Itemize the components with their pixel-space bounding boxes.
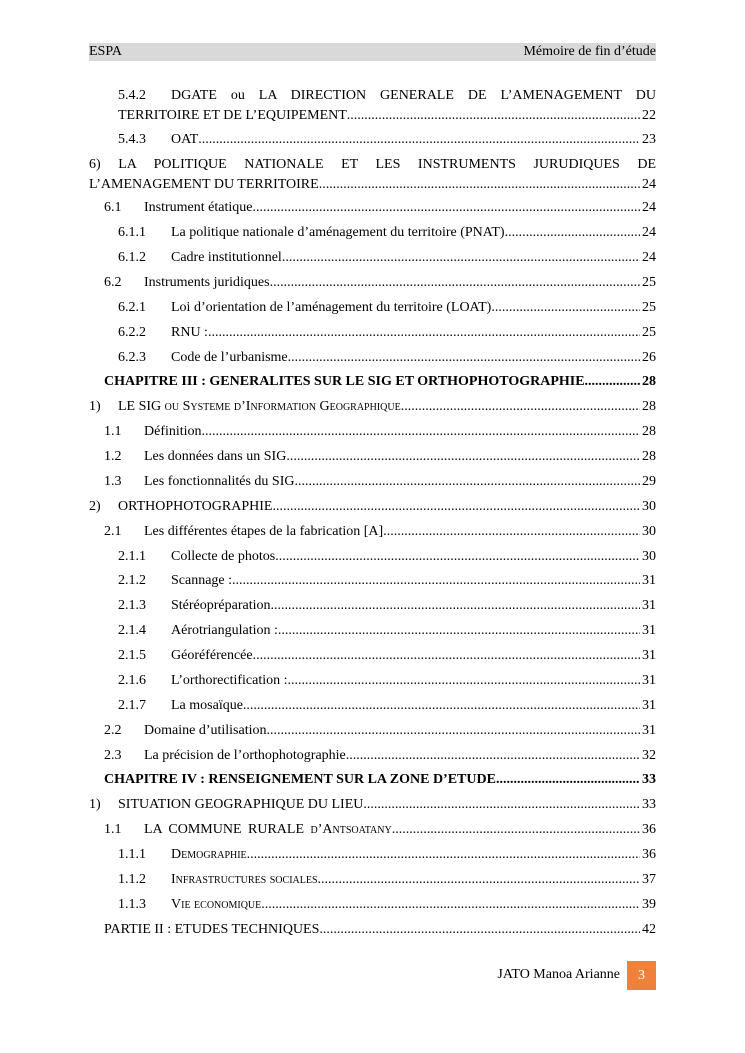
- toc-entry-title: La politique nationale d’aménagement du territoire (PNAT): [171, 225, 505, 240]
- toc-entry-commune-rurale[interactable]: [89, 820, 656, 840]
- toc-entry-title: Géoréférencée.: [171, 648, 257, 663]
- toc-entry-line: [144, 522, 656, 542]
- toc-entry-6-2-1[interactable]: [89, 298, 656, 318]
- toc-entry-number: 1.1.1: [118, 847, 146, 862]
- toc-entry-title: La mosaïque: [171, 698, 243, 713]
- toc-leader-dots: [243, 696, 640, 716]
- toc-entry-line: [144, 447, 656, 467]
- toc-entry-title: LE SIG ou Systeme d’Information Geographique: [118, 399, 401, 414]
- toc-entry-page: 31: [642, 573, 656, 588]
- toc-entry-line: [171, 223, 656, 243]
- page-number-badge: 3: [627, 961, 656, 990]
- toc-entry-title: Infrastructures sociales: [171, 872, 318, 887]
- toc-entry-6-1-1[interactable]: [89, 223, 656, 243]
- toc-entry-page: 30: [642, 549, 656, 564]
- toc-leader-dots: [319, 920, 640, 940]
- toc-entry-line: [89, 175, 656, 195]
- toc-entry-line: [144, 422, 656, 442]
- toc-entry-line: [144, 273, 656, 293]
- toc-entry-title: Vie economique: [171, 897, 262, 912]
- toc-entry-title: Les données dans un SIG: [144, 449, 287, 464]
- toc-entry-line: [171, 323, 656, 343]
- toc-entry-title: Collecte de photos: [171, 549, 276, 564]
- toc-entry-2-3[interactable]: [89, 746, 656, 766]
- toc-entry-6-1[interactable]: [89, 198, 656, 218]
- toc-entry-line: [104, 920, 656, 940]
- toc-leader-dots: [363, 795, 640, 815]
- toc-entry-title: La précision de l’orthophotographie: [144, 748, 346, 763]
- toc-entry-number: 5.4.3: [118, 132, 146, 147]
- toc-entry-line: [104, 770, 656, 790]
- page-header: [89, 43, 656, 61]
- toc-entry-number: 2.2: [104, 723, 122, 738]
- toc-entry-title: Stéréopréparation: [171, 598, 271, 613]
- toc-entry-title: ORTHOPHOTOGRAPHIE: [118, 499, 273, 514]
- toc-leader-dots: [319, 175, 640, 195]
- toc-entry-number: 6.2.3: [118, 350, 146, 365]
- toc-entry-page: 31: [642, 648, 656, 663]
- toc-leader-dots: [202, 422, 640, 442]
- toc-entry-number: 2.1.6: [118, 673, 146, 688]
- toc-entry-number: 2.1.5: [118, 648, 146, 663]
- toc-entry-title: Cadre institutionnel: [171, 250, 282, 265]
- toc-leader-dots: [294, 472, 640, 492]
- toc-leader-dots: [266, 721, 640, 741]
- toc-entry-title: Les fonctionnalités du SIG: [144, 474, 295, 489]
- toc-entry-line: [171, 547, 656, 567]
- toc-leader-dots: [401, 397, 640, 417]
- toc-entry-title: Domaine d’utilisation: [144, 723, 267, 738]
- toc-entry-number: 1.1.2: [118, 872, 146, 887]
- header-institution: ESPA: [89, 44, 122, 59]
- toc-entry-page: 28: [642, 449, 656, 464]
- toc-entry-number: 1.3: [104, 474, 122, 489]
- toc-entry-demographie[interactable]: [89, 845, 656, 865]
- toc-entry-title: CHAPITRE III : GENERALITES SUR LE SIG ET ORTHOPHOTOGRAPHIE: [104, 374, 585, 389]
- toc-entry-orthophotographie[interactable]: [89, 497, 656, 517]
- toc-entry-page: 24: [642, 250, 656, 265]
- toc-entry-2-1-2[interactable]: [89, 571, 656, 591]
- toc-entry-number: 1): [89, 797, 101, 812]
- toc-entry-page: 24: [642, 200, 656, 215]
- toc-entry-line: [144, 820, 656, 840]
- header-document-title: Mémoire de fin d’étude: [523, 44, 656, 59]
- toc-entry-number: 2.3: [104, 748, 122, 763]
- toc-entry-line: [144, 746, 656, 766]
- toc-entry-6-2-2[interactable]: [89, 323, 656, 343]
- toc-entry-line: [171, 671, 656, 691]
- toc-entry-title: Scannage :: [171, 573, 233, 588]
- toc-entry-page: 25: [642, 275, 656, 290]
- toc-entry-line: [144, 721, 656, 741]
- toc-entry-line: [171, 870, 656, 890]
- toc-entry-page: 32: [642, 748, 656, 763]
- toc-leader-dots: [261, 895, 640, 915]
- toc-entry-page: 36: [642, 822, 656, 837]
- toc-entry-page: 31: [642, 598, 656, 613]
- toc-entry-number: 6.1: [104, 200, 122, 215]
- toc-entry-line: [118, 497, 656, 517]
- toc-entry-2-1-3[interactable]: [89, 596, 656, 616]
- toc-entry-line: [171, 348, 656, 368]
- toc-leader-dots: [278, 621, 640, 641]
- toc-entry-number: 2.1: [104, 524, 122, 539]
- toc-entry-line: [171, 845, 656, 865]
- toc-entry-number: 2.1.3: [118, 598, 146, 613]
- toc-entry-number: 6.1.2: [118, 250, 146, 265]
- toc-entry-line: [144, 472, 656, 492]
- toc-entry-page: 31: [642, 623, 656, 638]
- toc-entry-number: 2.1.2: [118, 573, 146, 588]
- toc-entry-page: 28: [642, 424, 656, 439]
- toc-leader-dots: [232, 571, 640, 591]
- toc-entry-page: 25: [642, 300, 656, 315]
- toc-entry-title: Instrument étatique: [144, 200, 253, 215]
- toc-entry-chapitre-3[interactable]: [89, 372, 656, 392]
- toc-entry-page: 36: [642, 847, 656, 862]
- toc-entry-page: 28: [642, 399, 656, 414]
- toc-leader-dots: [585, 372, 640, 392]
- toc-leader-dots: [270, 273, 640, 293]
- toc-entry-page: 23: [642, 132, 656, 147]
- toc-entry-page: 24: [642, 225, 656, 240]
- toc-entry-situation-geographique[interactable]: [89, 795, 656, 815]
- toc-entry-title: Code de l’urbanisme: [171, 350, 288, 365]
- footer-author: JATO Manoa Arianne: [497, 967, 620, 982]
- toc-entry-title-line1: DGATE ou LA DIRECTION GENERALE DE L’AMENAGEMENT DU: [171, 88, 656, 103]
- toc-entry-page: 33: [642, 797, 656, 812]
- toc-leader-dots: [271, 596, 640, 616]
- toc-entry-title: PARTIE II : ETUDES TECHNIQUES: [104, 922, 320, 937]
- toc-entry-title: Demographie: [171, 847, 247, 862]
- toc-entry-6-1-2[interactable]: [89, 248, 656, 268]
- toc-leader-dots: [505, 223, 640, 243]
- toc-entry-page: 42: [642, 922, 656, 937]
- toc-leader-dots: [256, 646, 640, 666]
- toc-entry-1-3-fonctionnalites[interactable]: [89, 472, 656, 492]
- toc-entry-line: [118, 795, 656, 815]
- toc-leader-dots: [252, 198, 640, 218]
- toc-entry-line: [144, 198, 656, 218]
- toc-entry-title-line1: 6) LA POLITIQUE NATIONALE ET LES INSTRUMENTS JURUDIQUES DE: [89, 157, 656, 172]
- toc-leader-dots: [491, 298, 640, 318]
- toc-entry-title: Définition: [144, 424, 202, 439]
- toc-leader-dots: [247, 845, 640, 865]
- toc-entry-line: [171, 298, 656, 318]
- toc-entry-1-2-donnees[interactable]: [89, 447, 656, 467]
- toc-entry-2-1-5[interactable]: [89, 646, 656, 666]
- toc-entry-title: CHAPITRE IV : RENSEIGNEMENT SUR LA ZONE D’ETUDE: [104, 772, 496, 787]
- toc-leader-dots: [346, 746, 640, 766]
- toc-entry-number: 6.2: [104, 275, 122, 290]
- toc-entry-title: Instruments juridiques: [144, 275, 270, 290]
- toc-entry-line: [104, 372, 656, 392]
- toc-entry-page: 30: [642, 524, 656, 539]
- toc-entry-page: 30: [642, 499, 656, 514]
- toc-entry-2-1-7[interactable]: [89, 696, 656, 716]
- toc-leader-dots: [286, 447, 640, 467]
- toc-entry-number: 2): [89, 499, 101, 514]
- toc-entry-2-1[interactable]: [89, 522, 656, 542]
- toc-entry-partie-2[interactable]: [89, 920, 656, 940]
- toc-entry-vie-economique[interactable]: [89, 895, 656, 915]
- toc-entry-2-1-4[interactable]: [89, 621, 656, 641]
- toc-entry-number: 6.1.1: [118, 225, 146, 240]
- toc-entry-line: [171, 571, 656, 591]
- toc-leader-dots: [288, 348, 640, 368]
- toc-entry-title: L’orthorectification :: [171, 673, 288, 688]
- toc-entry-line: [171, 596, 656, 616]
- toc-entry-page: 31: [642, 673, 656, 688]
- toc-entry-page: 25: [642, 325, 656, 340]
- toc-entry-title: Aérotriangulation :: [171, 623, 278, 638]
- toc-entry-line: [171, 895, 656, 915]
- toc-entry-page: 22: [642, 108, 656, 123]
- toc-entry-line: [171, 646, 656, 666]
- toc-entry-page: 28: [642, 374, 656, 389]
- toc-entry-6-2-3[interactable]: [89, 348, 656, 368]
- toc-entry-page: 24: [642, 177, 656, 192]
- toc-entry-page: 31: [642, 723, 656, 738]
- toc-entry-page: 31: [642, 698, 656, 713]
- toc-leader-dots: [282, 248, 640, 268]
- toc-entry-number: 6.2.2: [118, 325, 146, 340]
- toc-leader-dots: [496, 770, 640, 790]
- toc-entry-number: 1): [89, 399, 101, 414]
- toc-entry-6[interactable]: [89, 155, 656, 195]
- toc-entry-5-4-2[interactable]: [89, 86, 656, 126]
- toc-leader-dots: [275, 547, 640, 567]
- toc-entry-number: 2.1.7: [118, 698, 146, 713]
- toc-leader-dots: [198, 130, 640, 150]
- toc-entry-line: [171, 130, 656, 150]
- toc-entry-page: 37: [642, 872, 656, 887]
- toc-leader-dots: [383, 522, 640, 542]
- toc-entry-infrastructures[interactable]: [89, 870, 656, 890]
- toc-leader-dots: [392, 820, 640, 840]
- toc-entry-chapitre-4[interactable]: [89, 770, 656, 790]
- toc-entry-number: 2.1.4: [118, 623, 146, 638]
- toc-entry-title: TERRITOIRE ET DE L’EQUIPEMENT: [118, 108, 347, 123]
- toc-entry-title: RNU :: [171, 325, 208, 340]
- toc-entry-page: 39: [642, 897, 656, 912]
- toc-entry-title: SITUATION GEOGRAPHIQUE DU LIEU: [118, 797, 364, 812]
- toc-entry-1-1-definition[interactable]: [89, 422, 656, 442]
- toc-entry-2-1-1[interactable]: [89, 547, 656, 567]
- toc-entry-line: [171, 248, 656, 268]
- toc-entry-page: 33: [642, 772, 656, 787]
- toc-entry-title: Loi d’orientation de l’aménagement du territoire (LOAT): [171, 300, 492, 315]
- toc-entry-2-2[interactable]: [89, 721, 656, 741]
- toc-entry-number: 2.1.1: [118, 549, 146, 564]
- toc-leader-dots: [318, 870, 640, 890]
- toc-entry-line: [171, 696, 656, 716]
- toc-leader-dots: [208, 323, 640, 343]
- toc-entry-title: LA COMMUNE RURALE d’Antsoatany: [144, 822, 392, 837]
- toc-entry-number: 1.1: [104, 424, 122, 439]
- toc-entry-title: L’AMENAGEMENT DU TERRITOIRE: [89, 177, 319, 192]
- toc-entry-number: 1.1.3: [118, 897, 146, 912]
- toc-leader-dots: [272, 497, 640, 517]
- toc-entry-2-1-6[interactable]: [89, 671, 656, 691]
- toc-entry-page: 26: [642, 350, 656, 365]
- toc-entry-5-4-3[interactable]: [89, 130, 656, 150]
- toc-entry-sig[interactable]: [89, 397, 656, 417]
- toc-entry-title: OAT: [171, 132, 199, 147]
- toc-leader-dots: [288, 671, 641, 691]
- toc-entry-line: [118, 397, 656, 417]
- toc-entry-number: 1.2: [104, 449, 122, 464]
- toc-entry-page: 29: [642, 474, 656, 489]
- toc-entry-number: 5.4.2: [118, 88, 146, 103]
- toc-entry-6-2[interactable]: [89, 273, 656, 293]
- toc-entry-title: Les différentes étapes de la fabrication [A]: [144, 524, 384, 539]
- toc-leader-dots: [347, 106, 640, 126]
- toc-entry-line: [171, 621, 656, 641]
- toc-entry-number: 1.1: [104, 822, 122, 837]
- toc-entry-number: 6.2.1: [118, 300, 146, 315]
- toc-entry-line: [118, 106, 656, 126]
